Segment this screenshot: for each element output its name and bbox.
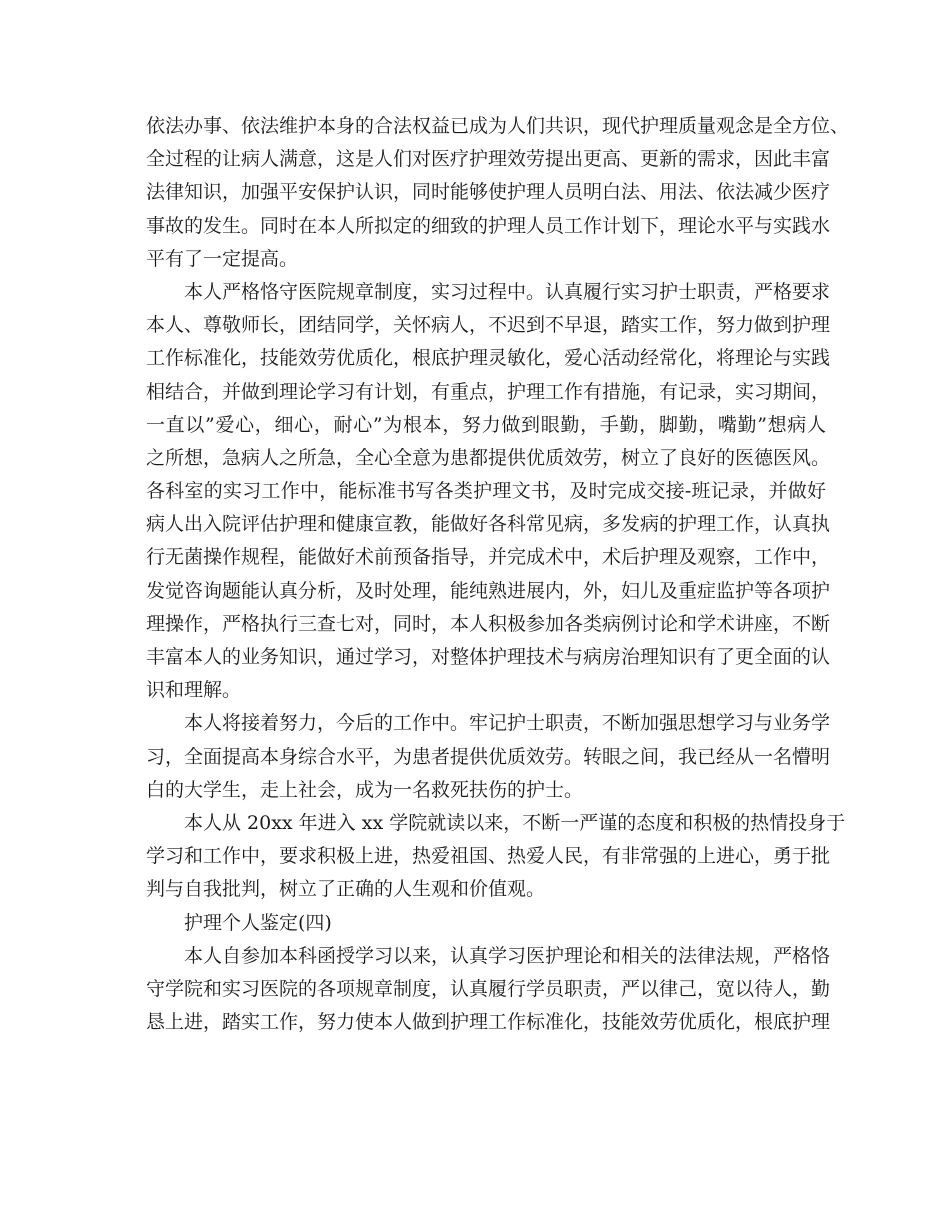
text-line: 判与自我批判，树立了正确的人生观和价值观。	[146, 878, 546, 901]
text-line: 本人、尊敬师长，团结同学，关怀病人，不迟到不早退，踏实工作，努力做到护理	[146, 314, 831, 337]
document-body-text	[146, 110, 850, 1039]
text-line: 护理个人鉴定(四)	[184, 911, 332, 934]
text-line: 白的大学生，走上社会，成为一名救死扶伤的护士。	[146, 778, 584, 801]
text-line: 工作标准化，技能效劳优质化，根底护理灵敏化，爱心活动经常化，将理论与实践	[146, 347, 831, 370]
text-line: 本人严格恪守医院规章制度，实习过程中。认真履行实习护士职责，严格要求	[184, 280, 831, 303]
text-line: 理操作，严格执行三查七对，同时，本人积极参加各类病例讨论和学术讲座，不断	[146, 612, 831, 635]
text-line: 本人自参加本科函授学习以来，认真学习医护理论和相关的法律法规，严格恪	[184, 944, 831, 967]
text-line: 习，全面提高本身综合水平，为患者提供优质效劳。转眼之间，我已经从一名懵明	[146, 745, 831, 768]
text-line: 法律知识，加强平安保护认识，同时能够使护理人员明白法、用法、依法减少医疗	[146, 181, 831, 204]
text-line: 发觉咨询题能认真分析，及时处理，能纯熟进展内，外，妇儿及重症监护等各项护	[146, 579, 831, 602]
text-line: 本人从 20xx 年进入 xx 学院就读以来，不断一严谨的态度和积极的热情投身于	[184, 811, 846, 834]
text-line: 之所想，急病人之所急，全心全意为患都提供优质效劳，树立了良好的医德医风。	[146, 446, 831, 469]
text-line: 恳上进，踏实工作，努力使本人做到护理工作标准化，技能效劳优质化，根底护理	[146, 1011, 831, 1034]
text-line: 本人将接着努力，今后的工作中。牢记护士职责，不断加强思想学习与业务学	[184, 712, 831, 735]
text-line: 识和理解。	[146, 679, 242, 702]
text-line: 事故的发生。同时在本人所拟定的细致的护理人员工作计划下，理论水平与实践水	[146, 214, 831, 237]
text-line: 依法办事、依法维护本身的合法权益已成为人们共识，现代护理质量观念是全方位、	[146, 115, 850, 137]
text-line: 一直以”爱心，细心，耐心”为根本，努力做到眼勤，手勤，脚勤，嘴勤”想病人	[146, 413, 826, 436]
text-line: 守学院和实习医院的各项规章制度，认真履行学员职责，严以律己，宽以待人，勤	[146, 977, 831, 1000]
text-line: 学习和工作中，要求积极上进，热爱祖国、热爱人民，有非常强的上进心，勇于批	[146, 845, 831, 868]
text-line: 相结合，并做到理论学习有计划，有重点，护理工作有措施，有记录，实习期间，	[146, 380, 831, 403]
text-line: 丰富本人的业务知识，通过学习，对整体护理技术与病房治理知识有了更全面的认	[146, 646, 831, 668]
text-line: 病人出入院评估护理和健康宣教，能做好各科常见病，多发病的护理工作，认真执	[146, 513, 831, 536]
text-line: 行无菌操作规程，能做好术前预备指导，并完成术中，术后护理及观察，工作中，	[146, 546, 831, 569]
text-line: 全过程的让病人满意，这是人们对医疗护理效劳提出更高、更新的需求，因此丰富	[146, 148, 831, 171]
text-line: 各科室的实习工作中，能标准书写各类护理文书，及时完成交接-班记录，并做好	[146, 480, 826, 503]
text-line: 平有了一定提高。	[146, 247, 299, 270]
